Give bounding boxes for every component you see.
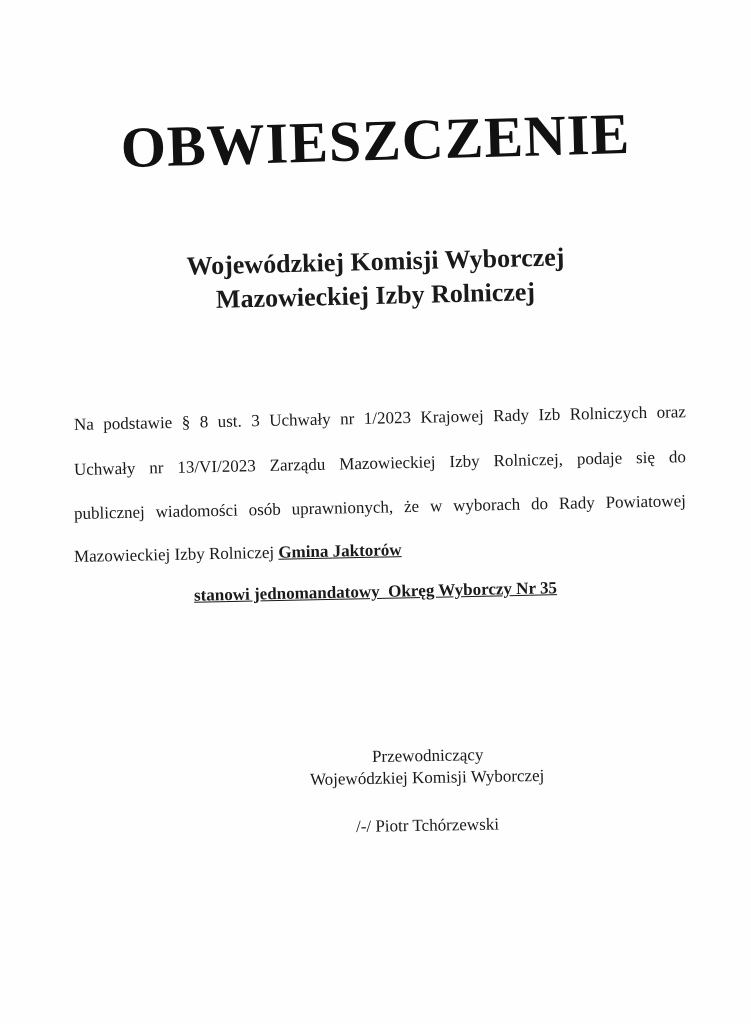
document-title: OBWIESZCZENIE [119, 100, 631, 181]
paragraph-line-1: Na podstawie § 8 ust. 3 Uchwały nr 1/2023 Krajowej Rady Izb Rolniczych oraz [73, 402, 687, 434]
signature-role: Przewodniczący [371, 745, 484, 766]
issuer-line-2: Mazowieckiej Izby Rolniczej [215, 277, 536, 314]
signature-name: /-/ Piotr Tchórzewski [355, 814, 500, 836]
paragraph-line-4-prefix: Mazowieckiej Izby Rolniczej [73, 542, 279, 566]
paragraph-line-3: publicznej wiadomości osób uprawnionych, że w wyborach do Rady Powiatowej [73, 491, 687, 523]
signature-body: Wojewódzkiej Komisji Wyborczej [309, 765, 545, 789]
issuer-line-1: Wojewódzkiej Komisji Wyborczej [186, 242, 565, 281]
paragraph-line-2: Uchwały nr 13/VI/2023 Zarządu Mazowieckiej Izby Rolniczej, podaje się do [73, 447, 687, 479]
municipality-name: Gmina Jaktorów [278, 540, 402, 562]
district-statement: stanowi jednomandatowy Okręg Wyborczy Nr 35 [193, 578, 558, 605]
paragraph-line-4 [74, 541, 402, 565]
